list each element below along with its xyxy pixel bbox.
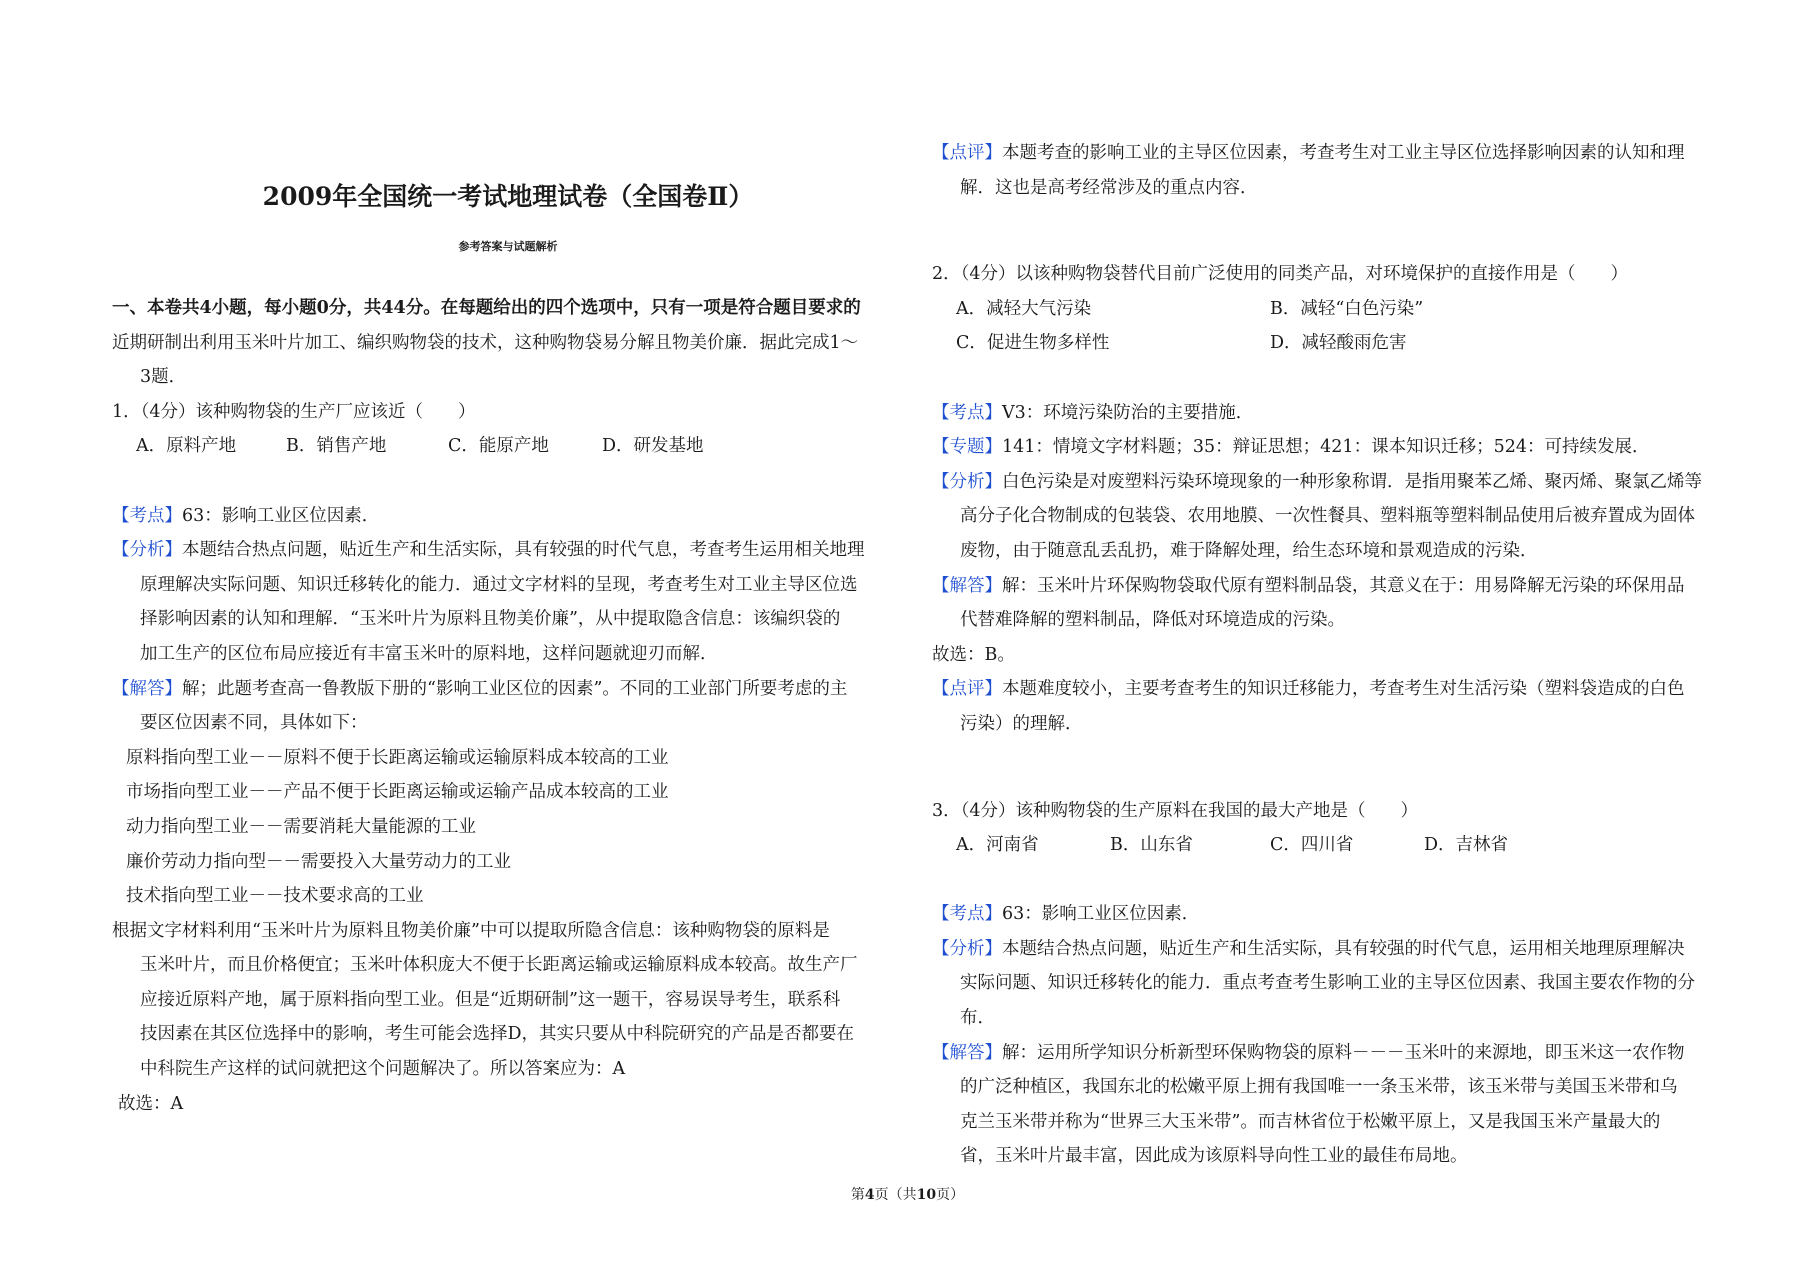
q2-option-c: C．促进生物多样性 [956,333,1110,354]
page-title: 2009年全国统一考试地理试卷（全国卷Ⅱ） [262,182,754,211]
intro-line: 近期研制出利用玉米叶片加工、编织购物袋的技术，这种购物袋易分解且物美价廉．据此完成1～ [112,332,859,353]
fenxi-tag: 【分析】 [932,471,1002,492]
q3-fenxi-line: 布． [960,1008,995,1029]
q1-fenxi-line: 原理解决实际问题、知识迁移转化的能力．通过文字材料的呈现，考查考生对工业主导区位选 [140,574,858,595]
q1-conclusion-line: 技因素在其区位选择中的影响，考生可能会选择D，其实只要从中科院研究的产品是否都要在 [140,1024,855,1045]
q1-conclusion-line: 玉米叶片，而且价格便宜；玉米叶体积庞大不便于长距离运输或运输原料成本较高。故生产厂 [140,955,858,976]
q3-stem: 3．（4分）该种购物袋的生产原料在我国的最大产地是（ ） [932,800,1419,821]
right-column [932,136,1727,1174]
q2-option-d: D．减轻酸雨危害 [1270,333,1407,354]
left-column [112,180,904,1121]
q1-option-c: C．能原产地 [448,436,549,457]
q1-jieda-line: 要区位因素不同，具体如下： [140,713,368,734]
q1-list-item: 原料指向型工业－－原料不便于长距离运输或运输原料成本较高的工业 [126,747,669,768]
dianping-tag: 【点评】 [932,143,1002,163]
q1-conclusion-line: 中科院生产这样的试问就把这个问题解决了。所以答案应为：A [140,1059,626,1080]
q2-options-row2 [932,326,1727,361]
q1-conclusion-line: 根据文字材料利用“玉米叶片为原料且物美价廉”中可以提取所隐含信息：该种购物袋的原料是 [112,920,830,941]
q2-fenxi-line: 废物，由于随意乱丢乱扔，难于降解处理，给生态环境和景观造成的污染． [960,540,1538,561]
section-heading: 一、本卷共4小题，每小题0分，共44分。在每题给出的四个选项中，只有一项是符合题目要求的 [112,298,861,318]
q1-option-a: A．原料产地 [136,436,237,457]
q3-jieda-line: 克兰玉米带并称为“世界三大玉米带”。而吉林省位于松嫩平原上，又是我国玉米产量最大的 [960,1111,1661,1132]
q2-jieda: 【解答】解：玉米叶片环保购物袋取代原有塑料制品袋，其意义在于：用易降解无污染的环保用品 [932,575,1685,596]
page-subtitle: 参考答案与试题解析 [458,240,558,253]
q2-option-a: A．减轻大气污染 [956,298,1092,319]
jieda-tag: 【解答】 [932,575,1002,596]
q2-zhuanti: 【专题】141：情境文字材料题；35：辩证思想；421：课本知识迁移；524：可持续发展． [932,437,1650,458]
fenxi-tag: 【分析】 [932,938,1002,959]
q1-jieda: 【解答】解；此题考查高一鲁教版下册的“影响工业区位的因素”。不同的工业部门所要考虑的主 [112,678,848,699]
q3-option-b: B．山东省 [1110,835,1193,856]
q3-option-d: D．吉林省 [1424,835,1509,856]
q2-option-b: B．减轻“白色污染” [1270,298,1424,319]
page-number: 4 [864,1187,875,1203]
q1-kaodian: 【考点】63：影响工业区位因素． [112,505,380,526]
q2-fenxi: 【分析】白色污染是对废塑料污染环境现象的一种形象称谓．是指用聚苯乙烯、聚丙烯、聚氯乙烯等 [932,471,1702,492]
q1-stem: 1．（4分）该种购物袋的生产厂应该近（ ） [112,401,476,422]
kaodian-tag: 【考点】 [932,402,1002,423]
q1-list-item: 市场指向型工业－－产品不便于长距离运输或运输产品成本较高的工业 [126,782,669,803]
q1-option-d: D．研发基地 [602,436,704,457]
q1-dianping-line: 解．这也是高考经常涉及的重点内容． [960,177,1258,198]
kaodian-tag: 【考点】 [932,904,1002,925]
q1-option-b: B．销售产地 [286,436,387,457]
kaodian-tag: 【考点】 [112,505,182,526]
q3-fenxi-line: 实际问题、知识迁移转化的能力．重点考查考生影响工业的主导区位因素、我国主要农作物的分 [960,973,1695,994]
q3-option-a: A．河南省 [956,835,1039,856]
q2-fenxi-line: 高分子化合物制成的包装袋、农用地膜、一次性餐具、塑料瓶等塑料制品使用后被弃置成为固体 [960,506,1695,527]
q3-kaodian: 【考点】63：影响工业区位因素． [932,904,1200,925]
q2-jieda-line: 代替难降解的塑料制品，降低对环境造成的污染。 [960,610,1345,631]
zhuanti-tag: 【专题】 [932,437,1002,458]
q2-stem: 2．（4分）以该种购物袋替代目前广泛使用的同类产品，对环境保护的直接作用是（ ） [932,264,1629,285]
fenxi-tag: 【分析】 [112,540,182,561]
page-footer: 第4页（共10页） [850,1187,965,1203]
q2-dianping: 【点评】本题难度较小，主要考查考生的知识迁移能力，考查考生对生活污染（塑料袋造成的白色 [932,679,1685,700]
q2-answer: 故选：B。 [932,644,1015,665]
dianping-tag: 【点评】 [932,679,1002,700]
q2-options-row1 [932,292,1727,327]
q3-jieda-line: 的广泛种植区，我国东北的松嫩平原上拥有我国唯一一条玉米带，该玉米带与美国玉米带和乌 [960,1077,1678,1098]
q2-dianping-line: 污染）的理解． [960,713,1083,734]
q3-options [932,828,1727,863]
q1-fenxi-line: 择影响因素的认知和理解．“玉米叶片为原料且物美价廉”，从中提取隐含信息：该编织袋的 [140,609,841,630]
q1-list-item: 技术指向型工业－－技术要求高的工业 [126,886,424,907]
q1-conclusion-line: 应接近原料产地，属于原料指向型工业。但是“近期研制”这一题干，容易误导考生，联系科 [140,989,841,1010]
jieda-tag: 【解答】 [112,678,182,699]
q3-jieda-line: 省，玉米叶片最丰富，因此成为该原料导向性工业的最佳布局地。 [960,1146,1468,1167]
q3-fenxi: 【分析】本题结合热点问题，贴近生产和生活实际，具有较强的时代气息，运用相关地理原理解决 [932,938,1685,959]
q1-list-item: 廉价劳动力指向型－－需要投入大量劳动力的工业 [126,851,511,872]
intro-line: 3题． [140,367,187,388]
q3-jieda: 【解答】解：运用所学知识分析新型环保购物袋的原料－－－玉米叶的来源地，即玉米这一农作物 [932,1042,1685,1063]
q1-fenxi: 【分析】本题结合热点问题，贴近生产和生活实际，具有较强的时代气息，考查考生运用相关地理 [112,540,865,561]
q3-option-c: C．四川省 [1270,835,1354,856]
q1-list-item: 动力指向型工业－－需要消耗大量能源的工业 [126,816,476,837]
page-total: 10 [916,1187,937,1203]
q1-dianping: 【点评】本题考查的影响工业的主导区位因素，考查考生对工业主导区位选择影响因素的认知和理 [932,143,1685,163]
q2-kaodian: 【考点】V3：环境污染防治的主要措施． [932,402,1254,423]
q1-fenxi-line: 加工生产的区位布局应接近有丰富玉米叶的原料地，这样问题就迎刃而解． [140,643,718,664]
jieda-tag: 【解答】 [932,1042,1002,1063]
q1-answer: 故选：A [118,1093,184,1114]
q1-options [112,429,904,464]
